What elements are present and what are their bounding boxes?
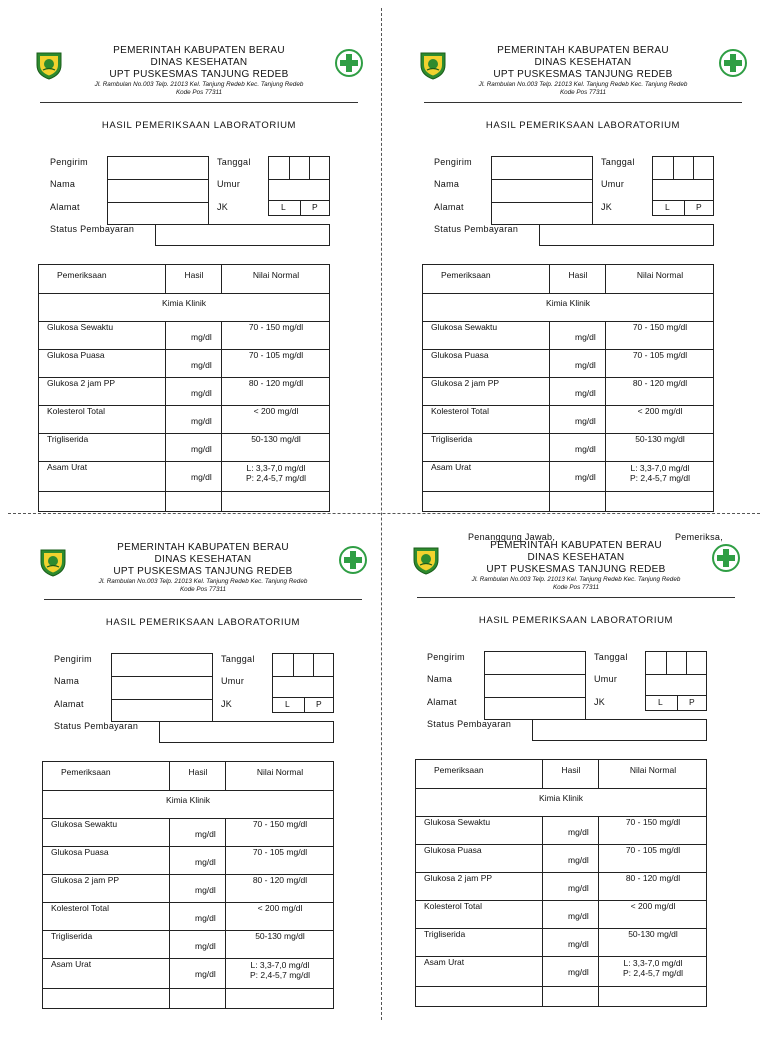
test-unit: mg/dl [575,472,596,482]
test-name: Glukosa 2 jam PP [51,875,120,885]
label-tanggal: Tanggal [594,652,628,662]
header-line-2: DINAS KESEHATAN [154,554,252,565]
test-unit: mg/dl [195,829,216,839]
test-name: Asam Urat [51,959,92,969]
col-header-hasil: Hasil [188,767,208,777]
test-normal: 70 - 150 mg/dl [248,322,304,332]
date-age-box[interactable] [272,653,334,698]
results-table [415,759,707,1007]
test-normal: 50-130 mg/dl [255,931,305,941]
label-tanggal: Tanggal [601,157,635,167]
label-status-pembayaran: Status Pembayaran [434,224,519,234]
status-pembayaran-box[interactable] [159,721,334,743]
test-name: Glukosa Puasa [431,350,489,360]
test-name: Glukosa 2 jam PP [424,873,493,883]
label-nama: Nama [434,179,460,189]
gender-l: L [658,697,663,707]
test-name: Kolesterol Total [424,901,482,911]
label-nama: Nama [50,179,76,189]
gender-p: P [696,202,702,212]
label-pengirim: Pengirim [427,652,465,662]
test-unit: mg/dl [575,388,596,398]
header-address: Jl. Rambulan No.003 Telp. 21013 Kel. Tanjung Redeb Kec. Tanjung Redeb [98,578,308,585]
test-normal: < 200 mg/dl [637,406,683,416]
puskesmas-cross-icon [334,48,364,78]
results-table [422,264,714,512]
patient-info-box[interactable] [111,653,213,722]
letterhead [34,44,364,104]
label-alamat: Alamat [427,697,457,707]
label-alamat: Alamat [434,202,464,212]
berau-regency-logo-icon [418,50,448,80]
header-line-3: UPT PUSKESMAS TANJUNG REDEB [486,564,666,575]
signature-penanggung-jawab: Penanggung Jawab, [468,532,556,542]
date-age-box[interactable] [645,651,707,696]
test-normal: 80 - 120 mg/dl [625,873,681,883]
label-tanggal: Tanggal [221,654,255,664]
section-kimia-klinik: Kimia Klinik [539,793,583,803]
header-address: Jl. Rambulan No.003 Telp. 21013 Kel. Tanjung Redeb Kec. Tanjung Redeb [478,81,688,88]
header-postal-code: Kode Pos 77311 [175,89,223,96]
test-name: Glukosa Sewaktu [431,322,498,332]
status-pembayaran-box[interactable] [532,719,707,741]
col-header-pemeriksaan: Pemeriksaan [441,270,491,280]
test-normal: L: 3,3-7,0 mg/dl [250,960,310,970]
status-pembayaran-box[interactable] [155,224,330,246]
test-unit: mg/dl [195,941,216,951]
gender-l: L [281,202,286,212]
header-line-2: DINAS KESEHATAN [534,57,632,68]
test-name: Glukosa Puasa [51,847,109,857]
test-unit: mg/dl [191,444,212,454]
letterhead [38,541,368,601]
header-postal-code: Kode Pos 77311 [559,89,607,96]
test-unit: mg/dl [568,855,589,865]
patient-info-box[interactable] [107,156,209,225]
date-age-box[interactable] [652,156,714,201]
berau-regency-logo-icon [34,50,64,80]
letterhead [418,44,748,104]
label-pengirim: Pengirim [50,157,88,167]
test-name: Glukosa Puasa [47,350,105,360]
gender-p: P [316,699,322,709]
label-nama: Nama [427,674,453,684]
header-address: Jl. Rambulan No.003 Telp. 21013 Kel. Tanjung Redeb Kec. Tanjung Redeb [94,81,304,88]
test-unit: mg/dl [191,416,212,426]
header-line-3: UPT PUSKESMAS TANJUNG REDEB [113,566,293,577]
test-normal: 70 - 150 mg/dl [632,322,688,332]
test-normal: 80 - 120 mg/dl [632,378,688,388]
test-normal: L: 3,3-7,0 mg/dl [623,958,683,968]
berau-regency-logo-icon [38,547,68,577]
gender-l: L [665,202,670,212]
puskesmas-cross-icon [338,545,368,575]
header-line-1: PEMERINTAH KABUPATEN BERAU [497,45,669,56]
label-status-pembayaran: Status Pembayaran [50,224,135,234]
test-unit: mg/dl [191,360,212,370]
test-normal: < 200 mg/dl [630,901,676,911]
test-unit: mg/dl [191,388,212,398]
test-name: Asam Urat [424,957,465,967]
col-header-pemeriksaan: Pemeriksaan [434,765,484,775]
test-name: Glukosa Sewaktu [424,817,491,827]
test-name: Asam Urat [431,462,472,472]
header-divider [40,102,358,103]
test-unit: mg/dl [568,883,589,893]
test-normal-2: P: 2,4-5,7 mg/dl [629,473,690,483]
test-name: Trigliserida [424,929,466,939]
label-status-pembayaran: Status Pembayaran [54,721,139,731]
berau-regency-logo-icon [411,545,441,575]
label-jk: JK [221,699,233,709]
test-name: Kolesterol Total [47,406,105,416]
puskesmas-cross-icon [711,543,741,573]
gender-box[interactable] [652,200,714,216]
label-umur: Umur [217,179,241,189]
status-pembayaran-box[interactable] [539,224,714,246]
lab-form-panel-1 [34,44,364,544]
test-normal-2: P: 2,4-5,7 mg/dl [622,968,683,978]
test-unit: mg/dl [191,472,212,482]
form-title: HASIL PEMERIKSAAN LABORATORIUM [105,617,301,628]
test-normal: 80 - 120 mg/dl [252,875,308,885]
section-kimia-klinik: Kimia Klinik [162,298,206,308]
test-normal: L: 3,3-7,0 mg/dl [246,463,306,473]
col-header-hasil: Hasil [561,765,581,775]
test-unit: mg/dl [195,885,216,895]
label-jk: JK [601,202,613,212]
test-normal: 70 - 150 mg/dl [625,817,681,827]
label-pengirim: Pengirim [54,654,92,664]
form-title: HASIL PEMERIKSAAN LABORATORIUM [478,615,674,626]
test-name: Glukosa Sewaktu [51,819,118,829]
test-name: Glukosa 2 jam PP [431,378,500,388]
test-name: Trigliserida [431,434,473,444]
header-line-1: PEMERINTAH KABUPATEN BERAU [113,45,285,56]
lab-form-panel-2 [418,44,748,544]
test-name: Kolesterol Total [431,406,489,416]
test-normal: 70 - 105 mg/dl [248,350,304,360]
test-normal: 70 - 150 mg/dl [252,819,308,829]
test-name: Trigliserida [51,931,93,941]
label-umur: Umur [601,179,625,189]
test-normal: 50-130 mg/dl [628,929,678,939]
test-unit: mg/dl [568,911,589,921]
label-status-pembayaran: Status Pembayaran [427,719,512,729]
gender-box[interactable] [272,697,334,713]
form-title: HASIL PEMERIKSAAN LABORATORIUM [101,120,297,131]
test-unit: mg/dl [195,969,216,979]
cut-line-vertical [381,8,382,1020]
lab-form-panel-4 [411,539,741,1039]
header-line-2: DINAS KESEHATAN [527,552,625,563]
header-divider [417,597,735,598]
signature-pemeriksa: Pemeriksa, [675,532,724,542]
test-normal-2: P: 2,4-5,7 mg/dl [249,970,310,980]
date-age-box[interactable] [268,156,330,201]
test-name: Glukosa Sewaktu [47,322,114,332]
results-table [38,264,330,512]
header-line-1: PEMERINTAH KABUPATEN BERAU [490,540,662,551]
form-title: HASIL PEMERIKSAAN LABORATORIUM [485,120,681,131]
label-umur: Umur [594,674,618,684]
col-header-nilai-normal: Nilai Normal [629,765,677,775]
test-normal: < 200 mg/dl [253,406,299,416]
patient-info-box[interactable] [491,156,593,225]
test-unit: mg/dl [568,939,589,949]
test-normal: 70 - 105 mg/dl [252,847,308,857]
test-normal-2: P: 2,4-5,7 mg/dl [245,473,306,483]
gender-box[interactable] [268,200,330,216]
label-tanggal: Tanggal [217,157,251,167]
section-kimia-klinik: Kimia Klinik [166,795,210,805]
test-normal: 80 - 120 mg/dl [248,378,304,388]
label-pengirim: Pengirim [434,157,472,167]
gender-l: L [285,699,290,709]
puskesmas-cross-icon [718,48,748,78]
test-unit: mg/dl [568,827,589,837]
col-header-nilai-normal: Nilai Normal [252,270,300,280]
header-line-1: PEMERINTAH KABUPATEN BERAU [117,542,289,553]
label-nama: Nama [54,676,80,686]
label-alamat: Alamat [54,699,84,709]
letterhead [411,539,741,599]
header-divider [44,599,362,600]
header-postal-code: Kode Pos 77311 [179,586,227,593]
test-unit: mg/dl [568,967,589,977]
gender-p: P [312,202,318,212]
test-normal: 50-130 mg/dl [251,434,301,444]
test-unit: mg/dl [575,444,596,454]
col-header-hasil: Hasil [184,270,204,280]
label-jk: JK [594,697,606,707]
header-line-3: UPT PUSKESMAS TANJUNG REDEB [109,69,289,80]
test-name: Trigliserida [47,434,89,444]
header-line-2: DINAS KESEHATAN [150,57,248,68]
col-header-nilai-normal: Nilai Normal [256,767,304,777]
test-name: Kolesterol Total [51,903,109,913]
results-table [42,761,334,1009]
header-divider [424,102,742,103]
test-normal: < 200 mg/dl [257,903,303,913]
label-jk: JK [217,202,229,212]
test-name: Glukosa 2 jam PP [47,378,116,388]
test-unit: mg/dl [195,857,216,867]
test-normal: 70 - 105 mg/dl [632,350,688,360]
test-name: Glukosa Puasa [424,845,482,855]
test-unit: mg/dl [575,416,596,426]
test-unit: mg/dl [191,332,212,342]
header-line-3: UPT PUSKESMAS TANJUNG REDEB [493,69,673,80]
label-alamat: Alamat [50,202,80,212]
test-normal: 50-130 mg/dl [635,434,685,444]
lab-form-panel-3 [38,541,368,1041]
test-normal: 70 - 105 mg/dl [625,845,681,855]
header-address: Jl. Rambulan No.003 Telp. 21013 Kel. Tanjung Redeb Kec. Tanjung Redeb [471,576,681,583]
col-header-hasil: Hasil [568,270,588,280]
label-umur: Umur [221,676,245,686]
col-header-pemeriksaan: Pemeriksaan [61,767,111,777]
test-unit: mg/dl [575,332,596,342]
test-unit: mg/dl [575,360,596,370]
gender-box[interactable] [645,695,707,711]
test-normal: L: 3,3-7,0 mg/dl [630,463,690,473]
header-postal-code: Kode Pos 77311 [552,584,600,591]
col-header-pemeriksaan: Pemeriksaan [57,270,107,280]
patient-info-box[interactable] [484,651,586,720]
gender-p: P [689,697,695,707]
test-unit: mg/dl [195,913,216,923]
section-kimia-klinik: Kimia Klinik [546,298,590,308]
col-header-nilai-normal: Nilai Normal [636,270,684,280]
test-name: Asam Urat [47,462,88,472]
